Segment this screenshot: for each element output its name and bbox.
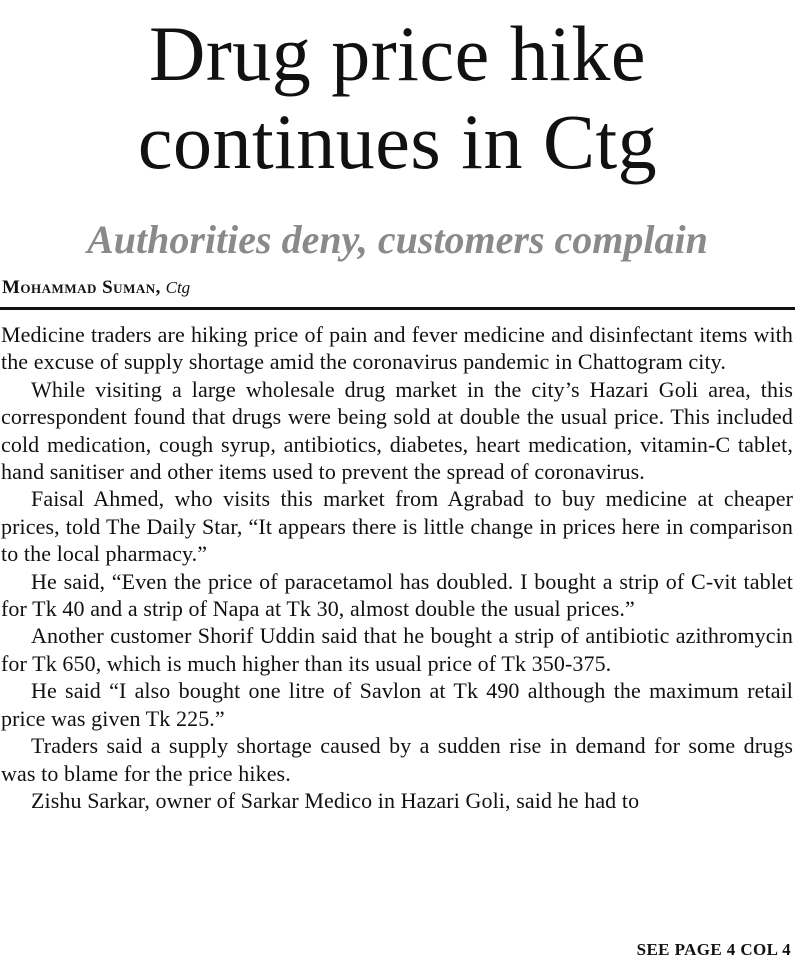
byline-divider: [0, 307, 795, 310]
article-paragraph: Another customer Shorif Uddin said that he bought a strip of antibiotic azithromycin for Tk 650, which is much higher than its usual price of Tk 350-375.: [1, 623, 793, 676]
article-paragraph: While visiting a large wholesale drug market in the city’s Hazari Goli area, this correspondent found that drugs were being sold at double the usual price. This included cold medication, cough syrup, antibiotics, diabetes, heart medication, vitamin-C tablet, hand sanitiser and other items used to prevent the spread of coronavirus.: [1, 376, 793, 485]
subheadline: Authorities deny, customers complain: [87, 217, 708, 262]
byline: [2, 276, 190, 300]
article-paragraph: He said, “Even the price of paracetamol has doubled. I bought a strip of C-vit tablet for Tk 40 and a strip of Napa at Tk 30, almost double the usual prices.”: [1, 568, 793, 622]
article-paragraph: Faisal Ahmed, who visits this market from Agrabad to buy medicine at cheaper prices, told The Daily Star, “It appears there is little change in prices here in comparison to the local pharmacy.”: [1, 486, 793, 567]
byline-author: Mohammad Suman,: [2, 277, 161, 298]
headline-line-2: continues in Ctg: [137, 98, 658, 185]
article-paragraph: He said “I also bought one litre of Savlon at Tk 490 although the maximum retail price was given Tk 225.”: [1, 678, 793, 731]
byline-location: Ctg: [165, 278, 191, 297]
headline: [0, 10, 795, 186]
article-paragraph: Traders said a supply shortage caused by a sudden rise in demand for some drugs was to blame for the price hikes.: [1, 733, 793, 786]
article-paragraph: Medicine traders are hiking price of pain and fever medicine and disinfectant items with the excuse of supply shortage amid the coronavirus pandemic in Chattogram city.: [1, 322, 793, 375]
continued-on-page-link[interactable]: SEE PAGE 4 COL 4: [636, 940, 791, 959]
article-body: [1, 321, 793, 814]
headline-line-1: Drug price hike: [149, 10, 646, 97]
article-paragraph: Zishu Sarkar, owner of Sarkar Medico in Hazari Goli, said he had to: [31, 787, 640, 813]
